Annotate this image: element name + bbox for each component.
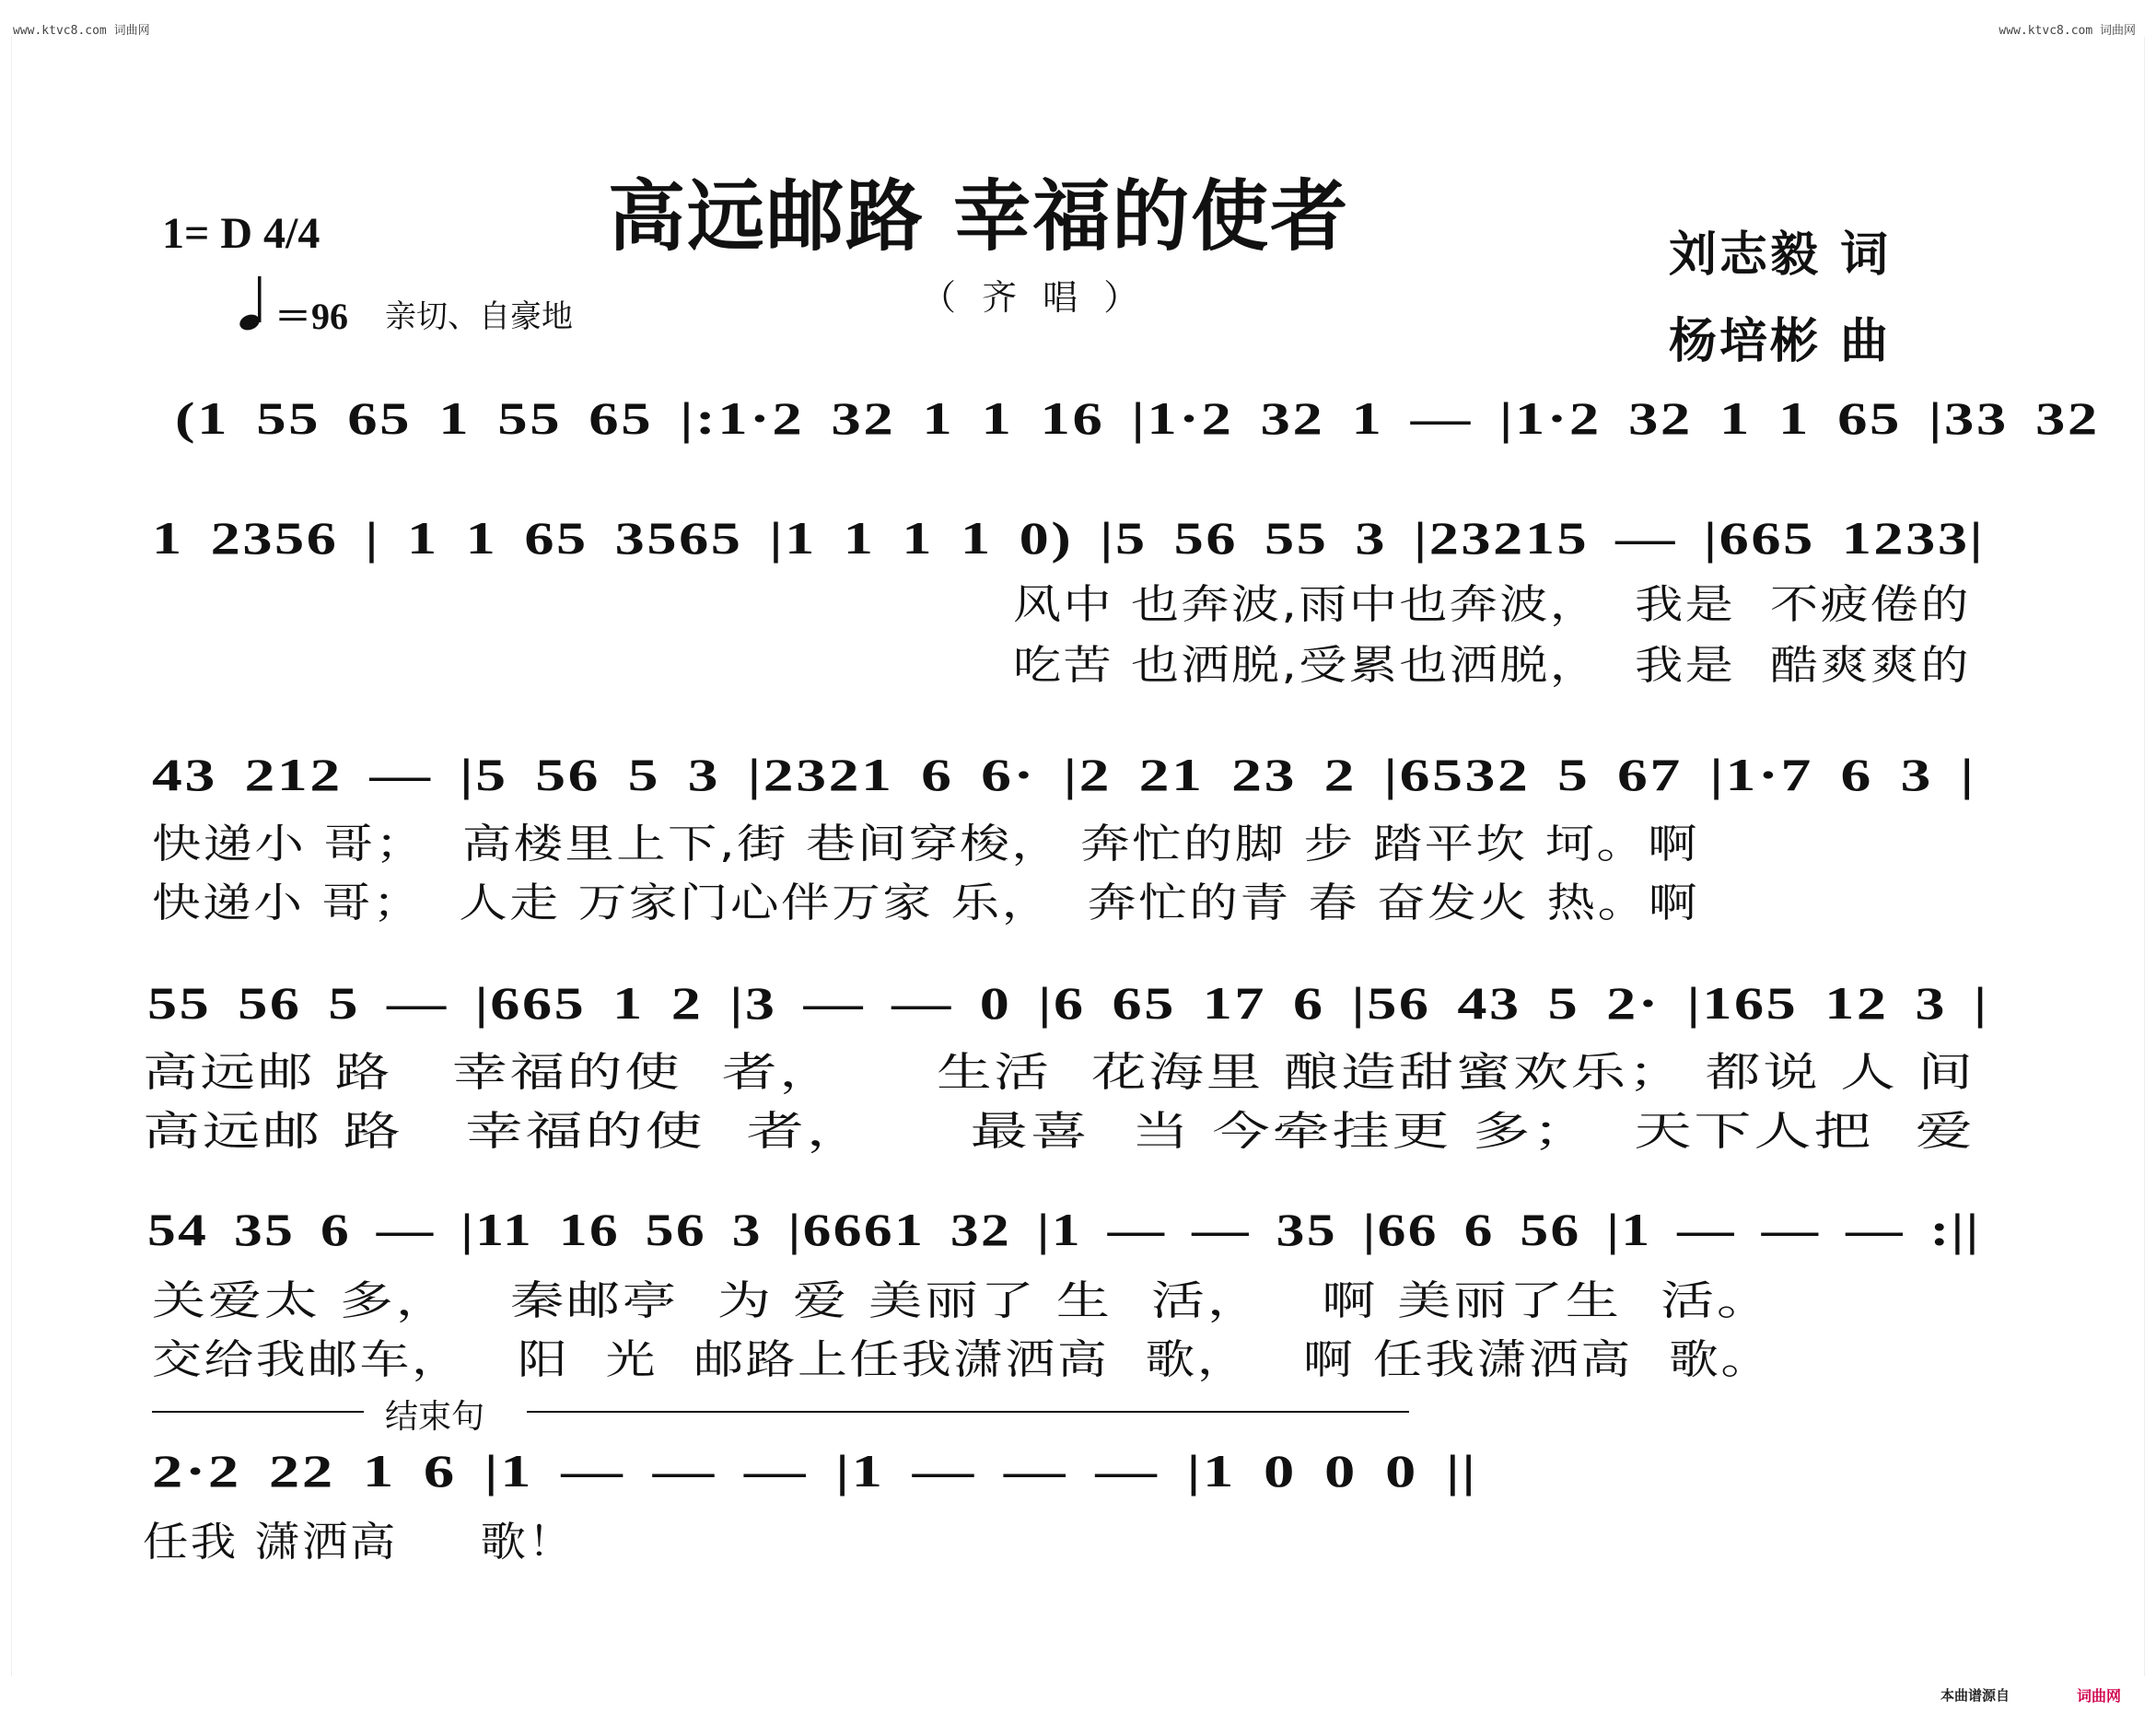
ending-phrase-label: 结束句 <box>385 1398 485 1436</box>
quarter-note-icon <box>238 274 269 332</box>
lyrics-line-2-verse-1: 风中 也奔波,雨中也奔波， 我是 不疲倦的 <box>1013 581 1971 628</box>
composer-credit: 杨培彬 曲 <box>1669 314 1892 369</box>
notation-line-6: 2·2 22 1 6 |1 — — — |1 — — — |1 0 0 0 || <box>152 1445 1478 1497</box>
performance-type: （ 齐 唱 ） <box>921 277 1147 318</box>
notation-line-2: 1 2356 | 1 1 65 3565 |1 1 1 1 0) |5 56 55 3 |23215 — |665 1233| <box>152 512 1986 564</box>
lyrics-line-4-verse-1: 高远邮 路 幸福的使 者， 生活 花海里 酿造甜蜜欢乐； 都说 人 间 <box>143 1049 1975 1096</box>
key-signature: 1= D 4/4 <box>162 209 320 258</box>
lyrics-line-2-verse-2: 吃苦 也洒脱,受累也洒脱， 我是 酷爽爽的 <box>1013 642 1971 689</box>
side-strip-left <box>0 37 12 1676</box>
lyricist-credit: 刘志毅 词 <box>1669 227 1892 283</box>
lyrics-line-5-verse-1: 关爱太 多， 秦邮亭 为 爱 美丽了 生 活， 啊 美丽了生 活。 <box>152 1277 1773 1324</box>
side-strip-right <box>2144 37 2156 1676</box>
source-note: 本曲谱源自 <box>1940 1687 2010 1704</box>
tempo-marking: ＝96 <box>274 296 348 337</box>
watermark-left: www.ktvc8.com 词曲网 <box>13 24 150 38</box>
lyrics-line-3-verse-2: 快递小 哥； 人走 万家门心伴万家 乐， 奔忙的青 春 奋发火 热。啊 <box>152 879 1699 926</box>
tempo-description: 亲切、自豪地 <box>385 298 573 335</box>
ending-bracket-left <box>152 1411 364 1413</box>
source-brand: 词曲网 <box>2077 1687 2122 1705</box>
lyrics-line-5-verse-2: 交给我邮车， 阳 光 邮路上任我潇洒高 歌， 啊 任我潇洒高 歌。 <box>152 1336 1773 1383</box>
watermark-right: www.ktvc8.com 词曲网 <box>1999 24 2136 38</box>
notation-line-3: 43 212 — |5 56 5 3 |2321 6 6· |2 21 23 2 |6532 5 67 |1·7 6 3 | <box>152 749 1976 800</box>
lyrics-line-6: 任我 潇洒高 歌！ <box>143 1519 576 1566</box>
ending-bracket-right <box>527 1411 1409 1413</box>
song-title: 高远邮路 幸福的使者 <box>608 171 1350 262</box>
lyrics-line-4-verse-2: 高远邮 路 幸福的使 者， 最喜 当 今牵挂更 多； 天下人把 爱 <box>143 1108 1975 1155</box>
notation-line-4: 55 56 5 — |665 1 2 |3 — — 0 |6 65 17 6 |56 43 5 2· |165 12 3 | <box>147 977 1989 1029</box>
lyrics-line-3-verse-1: 快递小 哥； 高楼里上下,街 巷间穿梭， 奔忙的脚 步 踏平坎 坷。啊 <box>152 821 1699 868</box>
notation-line-5: 54 35 6 — |11 16 56 3 |6661 32 |1 — — 35 |66 6 56 |1 — — — :|| <box>147 1204 1981 1255</box>
notation-line-1: (1 55 65 1 55 65 |:1·2 32 1 1 16 |1·2 32 1 — |1·2 32 1 1 65 |33 32 <box>175 392 2100 444</box>
